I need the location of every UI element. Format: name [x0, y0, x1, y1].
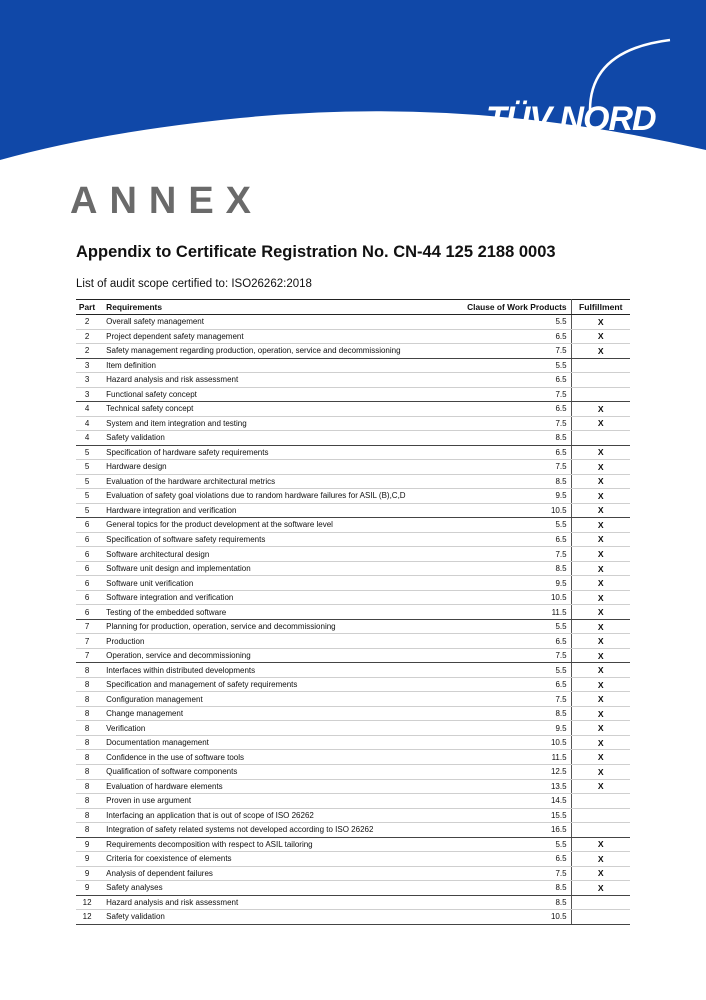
cell-fulfillment: X — [571, 692, 630, 707]
cell-fulfillment: X — [571, 648, 630, 663]
cell-fulfillment — [571, 373, 630, 388]
cell-clause: 7.5 — [463, 648, 571, 663]
cell-requirement: Software unit verification — [98, 576, 463, 591]
cell-fulfillment: X — [571, 445, 630, 460]
cell-clause: 10.5 — [463, 503, 571, 518]
cell-part: 2 — [76, 329, 98, 344]
document-subtitle: List of audit scope certified to: ISO26262:2018 — [76, 278, 312, 290]
cell-fulfillment: X — [571, 547, 630, 562]
cell-part: 4 — [76, 416, 98, 431]
table-row — [76, 605, 630, 620]
header-wave-band — [0, 0, 706, 190]
cell-fulfillment: X — [571, 634, 630, 649]
table-row — [76, 474, 630, 489]
table-row — [76, 373, 630, 388]
cell-part: 8 — [76, 779, 98, 794]
table-row — [76, 764, 630, 779]
cell-part: 5 — [76, 503, 98, 518]
cell-part: 8 — [76, 692, 98, 707]
cell-part: 6 — [76, 561, 98, 576]
cell-part: 5 — [76, 474, 98, 489]
table-row — [76, 547, 630, 562]
cell-fulfillment: X — [571, 503, 630, 518]
cell-requirement: Analysis of dependent failures — [98, 866, 463, 881]
cell-part: 4 — [76, 431, 98, 446]
cell-part: 8 — [76, 735, 98, 750]
cell-fulfillment: X — [571, 721, 630, 736]
cell-clause: 7.5 — [463, 866, 571, 881]
table-row — [76, 648, 630, 663]
cell-clause: 13.5 — [463, 779, 571, 794]
cell-part: 9 — [76, 881, 98, 896]
tuv-nord-logo: TÜV NORD — [486, 100, 656, 138]
cell-clause: 8.5 — [463, 706, 571, 721]
cell-requirement: Overall safety management — [98, 315, 463, 330]
cell-requirement: Hardware integration and verification — [98, 503, 463, 518]
cell-requirement: Functional safety concept — [98, 387, 463, 402]
table-row — [76, 445, 630, 460]
cell-fulfillment: X — [571, 576, 630, 591]
cell-fulfillment: X — [571, 837, 630, 852]
cell-clause: 15.5 — [463, 808, 571, 823]
table-row — [76, 576, 630, 591]
cell-requirement: Software unit design and implementation — [98, 561, 463, 576]
cell-part: 6 — [76, 605, 98, 620]
cell-requirement: Safety analyses — [98, 881, 463, 896]
table-row — [76, 794, 630, 809]
cell-part: 7 — [76, 634, 98, 649]
table-row — [76, 590, 630, 605]
cell-clause: 6.5 — [463, 634, 571, 649]
cell-clause: 6.5 — [463, 373, 571, 388]
table-row — [76, 561, 630, 576]
table-row — [76, 402, 630, 417]
cell-fulfillment: X — [571, 706, 630, 721]
cell-fulfillment — [571, 794, 630, 809]
cell-fulfillment: X — [571, 402, 630, 417]
cell-clause: 16.5 — [463, 823, 571, 838]
cell-part: 6 — [76, 590, 98, 605]
cell-clause: 8.5 — [463, 881, 571, 896]
cell-requirement: General topics for the product development at the software level — [98, 518, 463, 533]
table-row — [76, 416, 630, 431]
table-row — [76, 518, 630, 533]
cell-requirement: Interfaces within distributed developments — [98, 663, 463, 678]
table-row — [76, 329, 630, 344]
cell-fulfillment: X — [571, 561, 630, 576]
cell-part: 2 — [76, 315, 98, 330]
cell-requirement: Hazard analysis and risk assessment — [98, 895, 463, 910]
cell-requirement: Verification — [98, 721, 463, 736]
cell-part: 8 — [76, 750, 98, 765]
cell-clause: 8.5 — [463, 895, 571, 910]
table-row — [76, 387, 630, 402]
cell-fulfillment: X — [571, 518, 630, 533]
cell-clause: 7.5 — [463, 547, 571, 562]
cell-requirement: Testing of the embedded software — [98, 605, 463, 620]
cell-clause: 6.5 — [463, 532, 571, 547]
column-header-clause: Clause of Work Products — [463, 300, 571, 315]
cell-clause: 10.5 — [463, 735, 571, 750]
cell-part: 2 — [76, 344, 98, 359]
cell-fulfillment: X — [571, 344, 630, 359]
cell-fulfillment: X — [571, 619, 630, 634]
cell-clause: 5.5 — [463, 663, 571, 678]
table-row — [76, 358, 630, 373]
table-row — [76, 735, 630, 750]
cell-clause: 6.5 — [463, 677, 571, 692]
cell-fulfillment — [571, 431, 630, 446]
cell-fulfillment — [571, 895, 630, 910]
table-row — [76, 895, 630, 910]
column-header-part: Part — [76, 300, 98, 315]
cell-clause: 9.5 — [463, 721, 571, 736]
cell-requirement: Item definition — [98, 358, 463, 373]
cell-requirement: Safety validation — [98, 910, 463, 925]
cell-fulfillment — [571, 910, 630, 925]
cell-clause: 5.5 — [463, 619, 571, 634]
cell-clause: 5.5 — [463, 518, 571, 533]
cell-fulfillment: X — [571, 489, 630, 504]
cell-requirement: Confidence in the use of software tools — [98, 750, 463, 765]
cell-fulfillment: X — [571, 764, 630, 779]
table-body — [76, 315, 630, 925]
cell-fulfillment: X — [571, 852, 630, 867]
cell-requirement: Planning for production, operation, service and decommissioning — [98, 619, 463, 634]
cell-fulfillment: X — [571, 605, 630, 620]
cell-fulfillment — [571, 358, 630, 373]
cell-fulfillment: X — [571, 735, 630, 750]
column-header-fulfillment: Fulfillment — [571, 300, 630, 315]
cell-part: 8 — [76, 823, 98, 838]
cell-requirement: Criteria for coexistence of elements — [98, 852, 463, 867]
cell-part: 9 — [76, 852, 98, 867]
cell-requirement: Safety validation — [98, 431, 463, 446]
cell-part: 8 — [76, 706, 98, 721]
cell-part: 3 — [76, 387, 98, 402]
cell-requirement: Qualification of software components — [98, 764, 463, 779]
table-row — [76, 910, 630, 925]
cell-requirement: Interfacing an application that is out of scope of ISO 26262 — [98, 808, 463, 823]
table-row — [76, 503, 630, 518]
cell-clause: 8.5 — [463, 431, 571, 446]
cell-fulfillment — [571, 808, 630, 823]
cell-fulfillment: X — [571, 474, 630, 489]
cell-clause: 5.5 — [463, 358, 571, 373]
cell-clause: 8.5 — [463, 474, 571, 489]
cell-clause: 9.5 — [463, 576, 571, 591]
table-row — [76, 619, 630, 634]
cell-requirement: Specification and management of safety requirements — [98, 677, 463, 692]
table-row — [76, 532, 630, 547]
table-row — [76, 750, 630, 765]
cell-part: 4 — [76, 402, 98, 417]
table-row — [76, 852, 630, 867]
cell-part: 6 — [76, 547, 98, 562]
cell-part: 5 — [76, 460, 98, 475]
cell-fulfillment — [571, 823, 630, 838]
cell-part: 6 — [76, 518, 98, 533]
cell-part: 12 — [76, 895, 98, 910]
cell-part: 5 — [76, 445, 98, 460]
cell-requirement: Production — [98, 634, 463, 649]
cell-clause: 7.5 — [463, 416, 571, 431]
cell-fulfillment: X — [571, 590, 630, 605]
cell-part: 8 — [76, 721, 98, 736]
cell-clause: 10.5 — [463, 910, 571, 925]
cell-clause: 6.5 — [463, 852, 571, 867]
cell-requirement: Change management — [98, 706, 463, 721]
table-row — [76, 837, 630, 852]
cell-part: 8 — [76, 764, 98, 779]
table-row — [76, 634, 630, 649]
cell-clause: 10.5 — [463, 590, 571, 605]
cell-requirement: Operation, service and decommissioning — [98, 648, 463, 663]
cell-requirement: System and item integration and testing — [98, 416, 463, 431]
cell-requirement: Integration of safety related systems not developed according to ISO 26262 — [98, 823, 463, 838]
cell-part: 6 — [76, 532, 98, 547]
document-title: Appendix to Certificate Registration No. CN-44 125 2188 0003 — [76, 243, 556, 261]
cell-clause: 6.5 — [463, 402, 571, 417]
cell-requirement: Evaluation of the hardware architectural metrics — [98, 474, 463, 489]
cell-part: 6 — [76, 576, 98, 591]
table-row — [76, 489, 630, 504]
table-row — [76, 663, 630, 678]
cell-clause: 7.5 — [463, 344, 571, 359]
cell-clause: 11.5 — [463, 750, 571, 765]
table-row — [76, 692, 630, 707]
cell-requirement: Hardware design — [98, 460, 463, 475]
cell-fulfillment: X — [571, 750, 630, 765]
cell-clause: 5.5 — [463, 315, 571, 330]
cell-part: 8 — [76, 663, 98, 678]
table-row — [76, 677, 630, 692]
column-header-requirements: Requirements — [98, 300, 463, 315]
cell-requirement: Documentation management — [98, 735, 463, 750]
cell-fulfillment: X — [571, 677, 630, 692]
cell-clause: 6.5 — [463, 329, 571, 344]
cell-fulfillment: X — [571, 532, 630, 547]
cell-fulfillment: X — [571, 779, 630, 794]
cell-fulfillment: X — [571, 416, 630, 431]
cell-clause: 9.5 — [463, 489, 571, 504]
cell-requirement: Requirements decomposition with respect to ASIL tailoring — [98, 837, 463, 852]
cell-clause: 7.5 — [463, 460, 571, 475]
audit-scope-table — [76, 299, 630, 925]
cell-part: 3 — [76, 373, 98, 388]
table-row — [76, 866, 630, 881]
cell-part: 12 — [76, 910, 98, 925]
annex-heading: ANNEX — [70, 180, 264, 222]
cell-requirement: Hazard analysis and risk assessment — [98, 373, 463, 388]
cell-fulfillment: X — [571, 663, 630, 678]
cell-part: 5 — [76, 489, 98, 504]
cell-part: 3 — [76, 358, 98, 373]
cell-part: 8 — [76, 677, 98, 692]
cell-part: 9 — [76, 837, 98, 852]
cell-clause: 12.5 — [463, 764, 571, 779]
cell-clause: 7.5 — [463, 692, 571, 707]
table-row — [76, 881, 630, 896]
cell-fulfillment: X — [571, 866, 630, 881]
table-row — [76, 823, 630, 838]
cell-fulfillment — [571, 387, 630, 402]
cell-clause: 6.5 — [463, 445, 571, 460]
table-header-row — [76, 300, 630, 315]
cell-clause: 11.5 — [463, 605, 571, 620]
cell-requirement: Configuration management — [98, 692, 463, 707]
cell-clause: 5.5 — [463, 837, 571, 852]
cell-requirement: Evaluation of hardware elements — [98, 779, 463, 794]
cell-fulfillment: X — [571, 881, 630, 896]
table-row — [76, 431, 630, 446]
cell-requirement: Proven in use argument — [98, 794, 463, 809]
cell-requirement: Software architectural design — [98, 547, 463, 562]
cell-requirement: Evaluation of safety goal violations due to random hardware failures for ASIL (B),C,D — [98, 489, 463, 504]
table-row — [76, 808, 630, 823]
cell-requirement: Technical safety concept — [98, 402, 463, 417]
cell-fulfillment: X — [571, 315, 630, 330]
cell-requirement: Specification of software safety requirements — [98, 532, 463, 547]
table-row — [76, 315, 630, 330]
table-row — [76, 706, 630, 721]
cell-fulfillment: X — [571, 460, 630, 475]
cell-part: 7 — [76, 619, 98, 634]
cell-fulfillment: X — [571, 329, 630, 344]
cell-part: 8 — [76, 808, 98, 823]
table-row — [76, 779, 630, 794]
cell-requirement: Software integration and verification — [98, 590, 463, 605]
cell-part: 8 — [76, 794, 98, 809]
cell-clause: 14.5 — [463, 794, 571, 809]
table-row — [76, 344, 630, 359]
cell-requirement: Project dependent safety management — [98, 329, 463, 344]
cell-clause: 7.5 — [463, 387, 571, 402]
cell-part: 7 — [76, 648, 98, 663]
table-row — [76, 460, 630, 475]
cell-part: 9 — [76, 866, 98, 881]
cell-requirement: Safety management regarding production, operation, service and decommissioning — [98, 344, 463, 359]
cell-requirement: Specification of hardware safety requirements — [98, 445, 463, 460]
table-row — [76, 721, 630, 736]
cell-clause: 8.5 — [463, 561, 571, 576]
